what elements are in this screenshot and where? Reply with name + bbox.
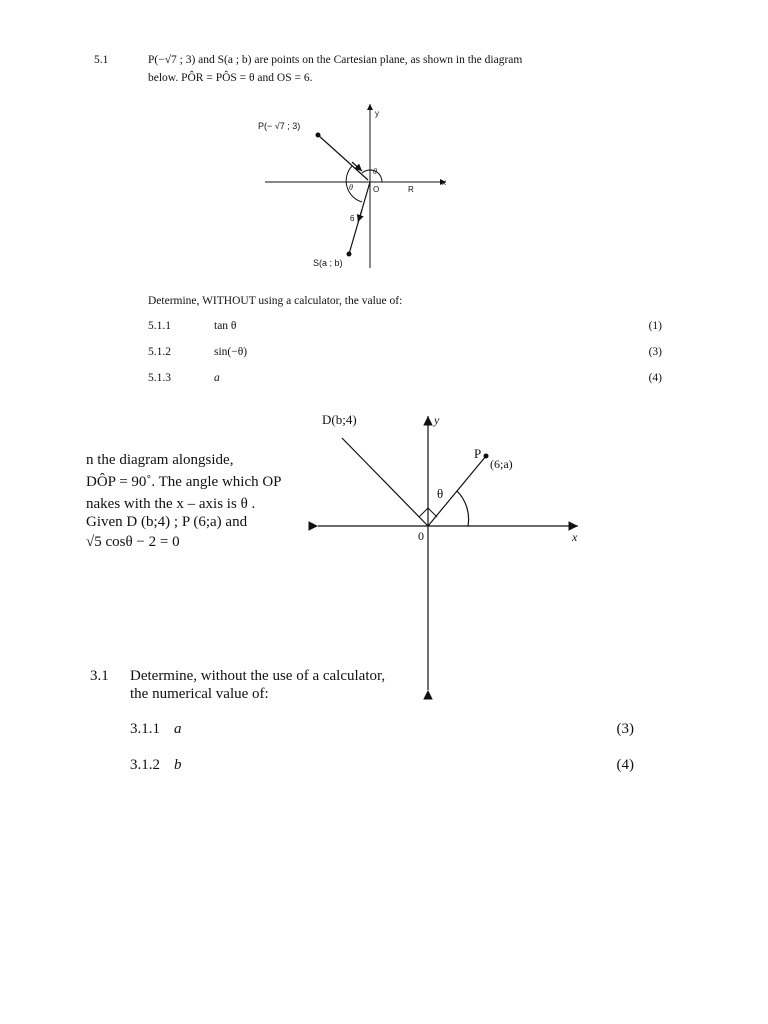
question-number: 5.1 [94, 54, 109, 66]
item-marks: (4) [616, 757, 634, 773]
q3-text-line4: Given D (b;4) ; P (6;a) and [86, 514, 248, 530]
q3-instruction-line2: the numerical value of: [130, 686, 269, 702]
item-number: 5.1.2 [148, 346, 171, 358]
label-origin: 0 [418, 529, 424, 543]
item-marks: (3) [648, 346, 662, 358]
label-p: P(− √7 ; 3) [258, 121, 301, 131]
label-d: D(b;4) [322, 412, 357, 427]
item-number: 3.1.2 [130, 757, 160, 773]
item-expression: tan θ [214, 320, 237, 332]
label-theta-pos: θ [349, 183, 353, 192]
q3-number: 3.1 [90, 668, 109, 684]
item-number: 5.1.1 [148, 320, 171, 332]
point-p [484, 454, 489, 459]
instruction-5: Determine, WITHOUT using a calculator, the value of: [148, 295, 403, 307]
q3-text-line1: n the diagram alongside, [86, 452, 234, 468]
angle-arc-theta [457, 491, 469, 526]
item-expression: b [174, 757, 182, 773]
label-theta-por: θ [373, 167, 377, 176]
label-p-coords: (6;a) [490, 457, 513, 471]
label-theta: θ [437, 486, 444, 501]
item-expression: a [214, 372, 220, 384]
item-expression: a [174, 721, 182, 737]
q3-text-line3: nakes with the x – axis is θ . [86, 496, 256, 512]
item-number: 5.1.3 [148, 372, 171, 384]
label-y: y [375, 109, 379, 118]
label-r: R [408, 185, 414, 194]
q3-instruction-line1: Determine, without the use of a calculator, [130, 668, 386, 684]
item-expression: sin(−θ) [214, 346, 248, 358]
item-marks: (1) [648, 320, 662, 332]
label-six: 6 [350, 214, 355, 223]
label-y: y [434, 413, 440, 427]
label-x: x [442, 178, 446, 187]
item-marks: (3) [616, 721, 634, 737]
label-p: P [474, 446, 482, 461]
question-intro-line2: below. PÔR = PÔS = θ and OS = 6. [148, 72, 313, 84]
label-s: S(a ; b) [313, 258, 343, 268]
label-x: x [572, 530, 578, 544]
q3-text-line5: √5 cosθ − 2 = 0 [86, 534, 180, 550]
question-intro-line1: P(−√7 ; 3) and S(a ; b) are points on the Cartesian plane, as shown in the diagram [148, 54, 523, 66]
label-o: O [373, 185, 380, 194]
item-number: 3.1.1 [130, 721, 160, 737]
segment-od [342, 438, 428, 526]
q3-text-line2: DÔP = 90˚. The angle which OP [86, 474, 282, 490]
item-marks: (4) [648, 372, 662, 384]
